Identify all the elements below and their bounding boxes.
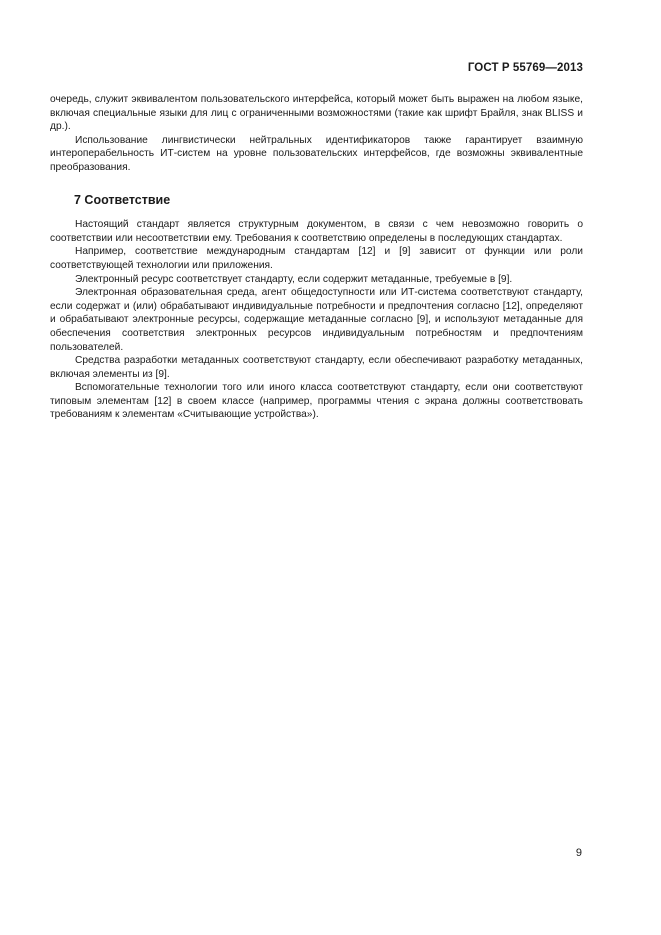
paragraph: Настоящий стандарт является структурным документом, в связи с чем невозможно говорить о соответствии или несоответствии ему. Требования к соответствию определены в последующих стандартах.: [50, 219, 583, 244]
section-title: 7 Соответствие: [74, 192, 171, 207]
page-content: [50, 93, 583, 422]
paragraph: Вспомогательные технологии того или иного класса соответствуют стандарту, если они соответствуют типовым элементам [12] в своем классе (например, программы чтения с экрана должны соответствовать требованиям к элементам «Считывающие устройства»).: [50, 382, 583, 421]
document-code-header: ГОСТ Р 55769—2013: [467, 62, 583, 74]
paragraph: Электронная образовательная среда, агент общедоступности или ИТ-система соответствуют стандарту, если содержат и (или) обрабатывают индивидуальные потребности и предпочтения согласно [12], определяют и обрабатывают электронные ресурсы, содержащие метаданные согласно [9], и используют метаданные для обеспечения соответствия электронных ресурсов индивидуальным потребностям и предпочтениям пользователей.: [50, 287, 583, 353]
paragraph: очередь, служит эквивалентом пользовательского интерфейса, который может быть выражен на любом языке, включая специальные языки для лиц с ограниченными возможностями (такие как шрифт Брайля, знак BLISS и др.).: [50, 94, 583, 133]
paragraph: Использование лингвистически нейтральных идентификаторов также гарантирует взаимную интероперабельность ИТ-систем на уровне пользовательских интерфейсов, где возможны эквивалентные преобразования.: [50, 134, 583, 173]
paragraph: Электронный ресурс соответствует стандарту, если содержит метаданные, требуемые в [9].: [75, 273, 513, 285]
paragraph: Средства разработки метаданных соответствуют стандарту, если обеспечивают разработку метаданных, включая элементы из [9].: [50, 355, 583, 380]
paragraph: Например, соответствие международным стандартам [12] и [9] зависит от функции или роли соответствующей технологии или приложения.: [50, 246, 583, 271]
page-number: 9: [575, 847, 582, 859]
